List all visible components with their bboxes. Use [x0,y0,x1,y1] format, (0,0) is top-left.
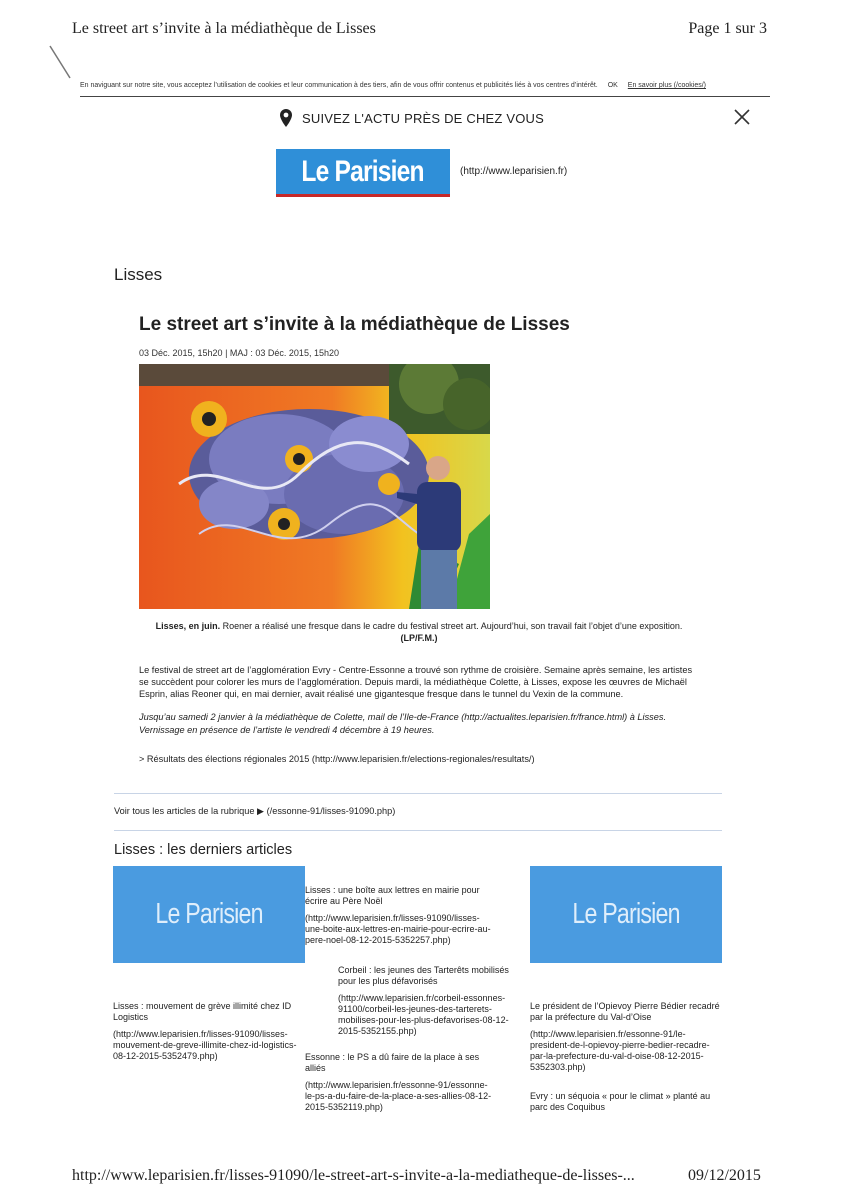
logo-text: Le Parisien [301,154,425,188]
cookie-divider [80,96,770,97]
divider [114,830,722,831]
election-results-link[interactable]: > Résultats des élections régionales 2015 (http://www.leparisien.fr/elections-regionales/resultats/) [139,754,535,764]
latest-articles-title: Lisses : les derniers articles [114,842,293,858]
print-header-page: Page 1 sur 3 [688,20,767,37]
close-icon[interactable] [732,107,752,127]
list-item[interactable] [530,1091,720,1119]
thumbnail-logo-text: Le Parisien [155,898,263,930]
follow-label: SUIVEZ L'ACTU PRÈS DE CHEZ VOUS [302,110,545,126]
article-title: Essonne : le PS a dû faire de la place à ses alliés [305,1052,480,1073]
article-url: (http://www.leparisien.fr/lisses-91090/lisses-mouvement-de-greve-illimite-chez-id-logistics-08-12-2015-5352479.php) [113,1029,297,1061]
article-url: (http://www.leparisien.fr/essonne-91/essonne-le-ps-a-du-faire-de-la-place-a-ses-allies-08-12-2015-5352119.php) [305,1080,492,1112]
cookie-more-link[interactable]: En savoir plus (/cookies/) [627,82,706,89]
scan-mark [48,44,72,80]
article-body-paragraph: Le festival de street art de l’agglomération Evry - Centre-Essonne a trouvé son rythme de croisière. Semaine après semaine, les artistes se succèdent pour colorer les murs de l’agglomération. Depuis mardi, la médiathèque Colette, à Lisses, expose les œuvres de Michaël Esprin, alias Reoner qui, en mai dernier, avait réalisé une gigantesque fresque dans le tunnel du Vexin de la commune. [139,665,693,699]
follow-bar[interactable] [280,109,544,127]
photo-caption [139,620,699,644]
location-pin-icon [280,109,292,127]
article-title: Le président de l’Opievoy Pierre Bédier recadré par la préfecture du Val-d’Oise [530,1001,720,1022]
list-item[interactable] [338,965,523,1037]
list-item[interactable] [305,1052,497,1113]
article-url: (http://www.leparisien.fr/essonne-91/le-president-de-l-opievoy-pierre-bedier-recadre-par-la-prefecture-du-val-d-oise-08-12-2015-5352303.php) [530,1029,710,1072]
logo-url[interactable]: (http://www.leparisien.fr) [460,166,568,177]
le-parisien-logo[interactable] [276,149,450,197]
print-footer-date: 09/12/2015 [688,1167,761,1184]
list-item[interactable] [530,1001,722,1073]
article-event-info: Jusqu’au samedi 2 janvier à la médiathèque de Colette, mail de l’Ile-de-France (http://actualites.leparisien.fr/france.html) à Lisses. Vernissage en présence de l’artiste le vendredi 4 décembre à 19 heures. [139,712,667,735]
list-item[interactable] [305,885,497,946]
cookie-banner [80,82,770,89]
article-title: Lisses : mouvement de grève illimité chez ID Logistics [113,1001,292,1022]
print-header-title: Le street art s’invite à la médiathèque de Lisses [72,20,376,37]
article-title: Lisses : une boîte aux lettres en mairie pour écrire au Père Noël [305,885,480,906]
article-url: (http://www.leparisien.fr/lisses-91090/lisses-une-boite-aux-lettres-en-mairie-pour-ecrire-au-pere-noel-08-12-2015-5352257.php) [305,913,491,945]
article-headline: Le street art s’invite à la médiathèque de Lisses [139,314,570,335]
cookie-ok-button[interactable]: OK [607,82,618,89]
list-item[interactable] [113,1001,305,1062]
article-dateline: 03 Déc. 2015, 15h20 | MAJ : 03 Déc. 2015, 15h20 [139,348,339,358]
caption-credit: (LP/F.M.) [400,633,438,643]
print-footer-url: http://www.leparisien.fr/lisses-91090/le-street-art-s-invite-a-la-mediatheque-de-lisses-... [72,1167,635,1184]
article-thumbnail[interactable] [530,866,722,963]
caption-text: Roener a réalisé une fresque dans le cadre du festival street art. Aujourd’hui, son travail fait l’objet d’une exposition. [220,621,683,631]
see-all-articles-link[interactable]: Voir tous les articles de la rubrique ▶ (/essonne-91/lisses-91090.php) [114,806,396,816]
caption-lead: Lisses, en juin. [155,621,221,631]
article-title: Evry : un séquoia « pour le climat » planté au parc des Coquibus [530,1091,711,1112]
cookie-text: En naviguant sur notre site, vous acceptez l’utilisation de cookies et leur communication à des tiers, afin de vous offrir contenus et publicités liés à vos centres d’intérêt. [80,82,598,89]
article-url: (http://www.leparisien.fr/corbeil-essonnes-91100/corbeil-les-jeunes-des-tarterets-mobilises-pour-les-plus-defavorises-08-12-2015-5352155.php) [338,993,509,1036]
article-title: Corbeil : les jeunes des Tarterêts mobilisés pour les plus défavorisés [338,965,509,986]
article-thumbnail[interactable] [113,866,305,963]
thumbnail-logo-text: Le Parisien [572,898,680,930]
section-title: Lisses [114,265,163,284]
divider [114,793,722,794]
article-photo [139,364,490,609]
